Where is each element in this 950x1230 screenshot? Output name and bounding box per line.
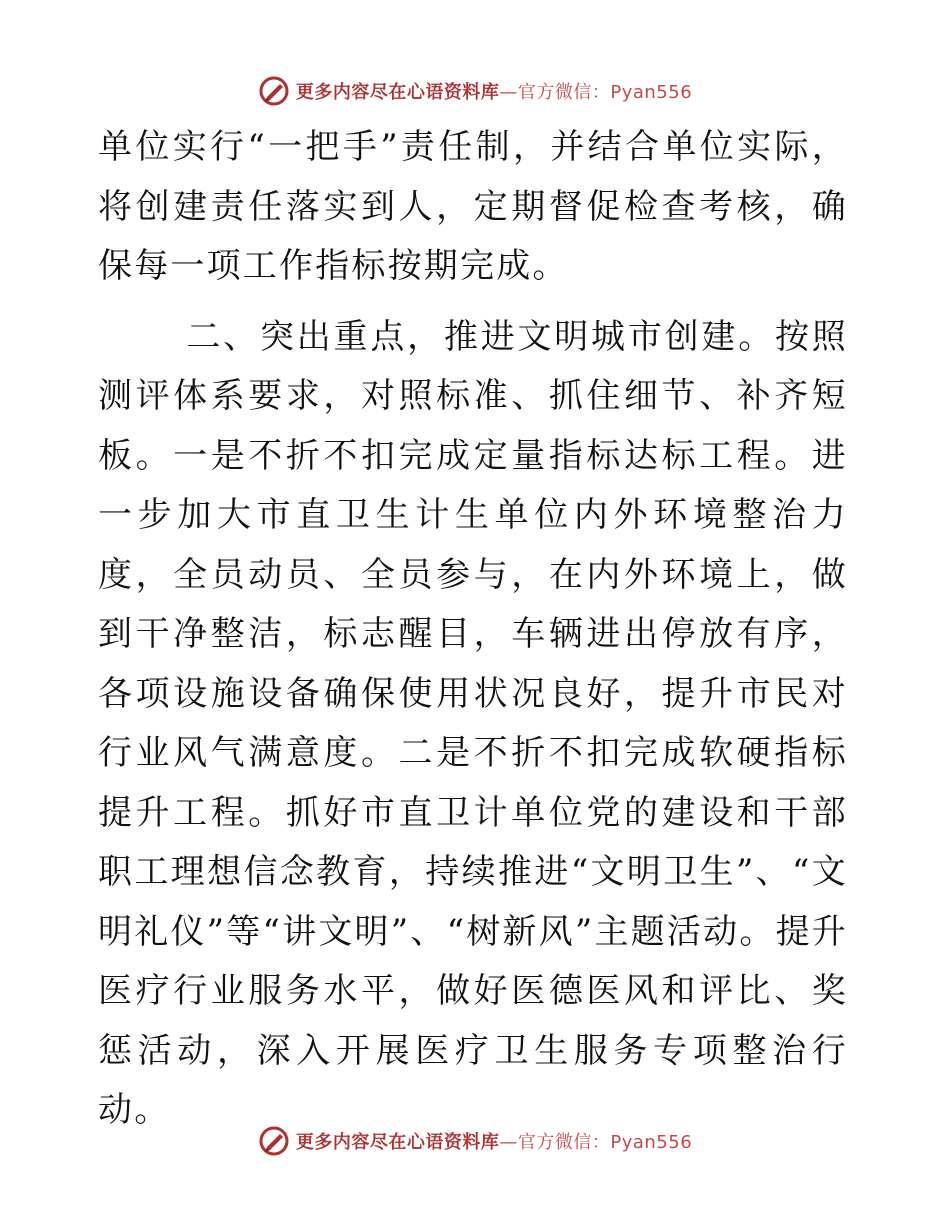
watermark-site-text: 更多内容尽在心语资料库: [295, 1132, 500, 1153]
watermark-wechat-text: —官方微信：Pyan556: [499, 82, 693, 103]
paragraph-continuation: 单位实行“一把手”责任制，并结合单位实际，将创建责任落实到人，定期督促检查考核，确保每一项工作指标按期完成。: [98, 127, 848, 286]
pen-seal-icon: [258, 1125, 290, 1157]
header-watermark: [0, 71, 950, 111]
pen-seal-icon: [258, 75, 290, 107]
paragraph-section-two: 二、突出重点，推进文明城市创建。按照测评体系要求，对照标准、抓住细节、补齐短板。一是不折不扣完成定量指标达标工程。进一步加大市直卫生计生单位内外环境整治力度，全员动员、全员参与，在内外环境上，做到干净整洁，标志醒目，车辆进出停放有序，各项设施设备确保使用状况良好，提升市民对行业风气满意度。二是不折不扣完成软硬指标提升工程。抓好市直卫计单位党的建设和干部职工理想信念教育，持续推进“文明卫生”、“文明礼仪”等“讲文明”、“树新风”主题活动。提升医疗行业服务水平，做好医德医风和评比、奖惩活动，深入开展医疗卫生服务专项整治行动。: [98, 316, 848, 1130]
footer-watermark: [0, 1121, 950, 1161]
watermark-wechat-text: —官方微信：Pyan556: [499, 1132, 693, 1153]
document-body: [98, 118, 848, 1141]
watermark-site-text: 更多内容尽在心语资料库: [295, 82, 500, 103]
